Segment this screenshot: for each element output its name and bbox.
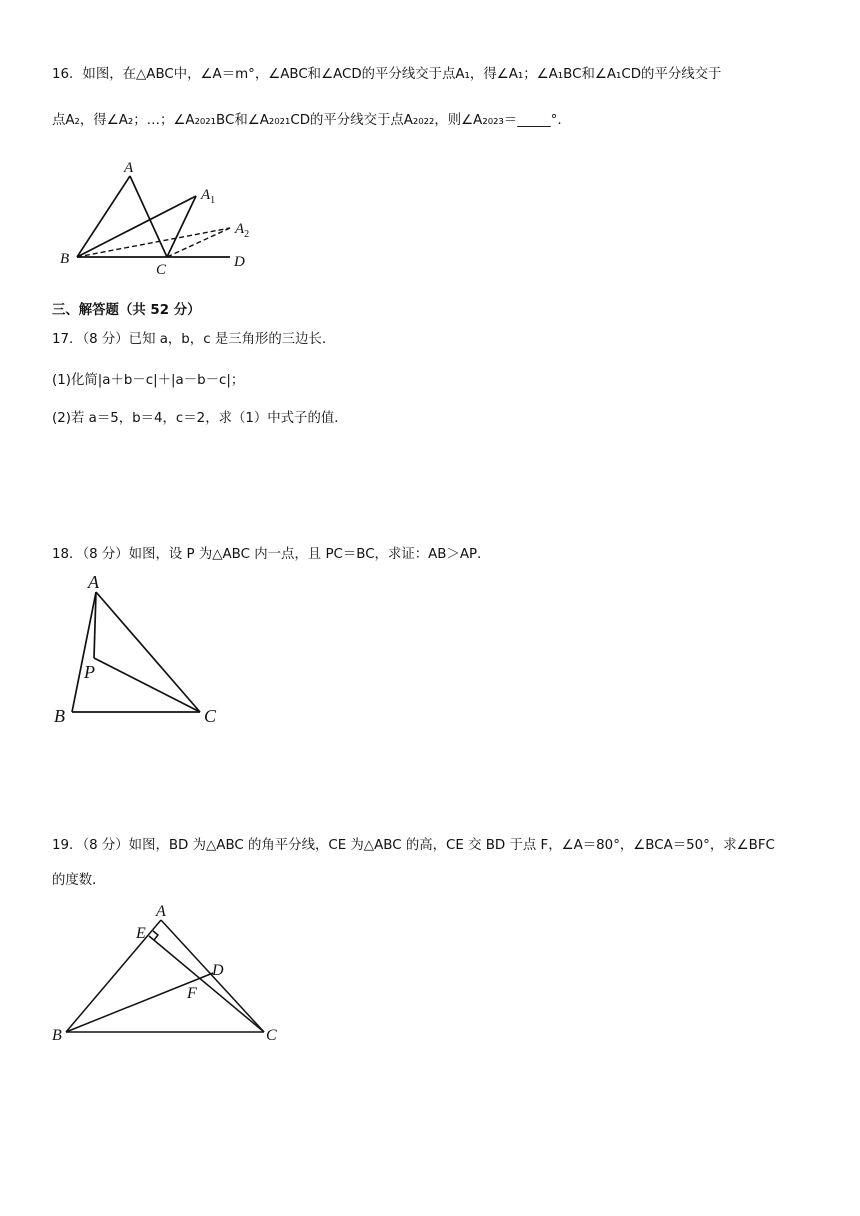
q17-text-line-3: (2)若 a＝5，b＝4，c＝2，求（1）中式子的值． xyxy=(52,411,348,426)
q19-segment-BD xyxy=(66,973,213,1032)
q18-label-A: A xyxy=(88,572,99,592)
q19-label-D: D xyxy=(212,962,224,979)
q19-label-F: F xyxy=(187,985,197,1002)
q19-right-angle-mark xyxy=(153,931,158,940)
q18-label-C: C xyxy=(204,706,217,726)
q19-segment-EC xyxy=(149,936,264,1032)
q18-text-line-1: 18．（8 分）如图，设 P 为△ABC 内一点，且 PC＝BC，求证：AB＞AP． xyxy=(52,547,491,562)
q16-segment-AC xyxy=(130,176,167,257)
q17-text-line-1: 17．（8 分）已知 a，b，c 是三角形的三边长． xyxy=(52,332,336,347)
q16-segment-A2C xyxy=(167,228,230,257)
q19-label-A: A xyxy=(156,903,166,920)
q16-text-line-2: 点A₂，得∠A₂；…；∠A₂₀₂₁BC和∠A₂₀₂₁CD的平分线交于点A₂₀₂₂，则∠A₂₀₂₃＝_____°. xyxy=(52,113,562,128)
q16-text-line-1: 16．如图，在△ABC中，∠A＝m°，∠ABC和∠ACD的平分线交于点A₁，得∠A₁；∠A₁BC和∠A₁CD的平分线交于 xyxy=(52,67,722,82)
q18-segment-PC xyxy=(94,658,200,712)
q16-segment-BA xyxy=(77,176,130,257)
q19-text-line-1: 19．（8 分）如图，BD 为△ABC 的角平分线，CE 为△ABC 的高，CE 交 BD 于点 F，∠A＝80°，∠BCA＝50°，求∠BFC xyxy=(52,838,775,853)
q18-label-B: B xyxy=(54,706,65,726)
q19-text-line-2: 的度数． xyxy=(52,873,106,888)
q19-label-E: E xyxy=(136,925,146,942)
q16-label-D: D xyxy=(234,254,245,270)
q18-segment-AC xyxy=(96,592,200,712)
q16-label-A: A xyxy=(124,160,134,176)
q17-text-line-2: (1)化简|a＋b－c|＋|a－b－c|； xyxy=(52,373,245,388)
q19-label-B: B xyxy=(52,1027,62,1044)
q19-figure xyxy=(50,900,290,1050)
q16-label-A2: $A_2$ xyxy=(235,221,250,240)
q16-segment-BA2 xyxy=(77,228,230,257)
q18-figure xyxy=(50,570,230,730)
q18-label-P: P xyxy=(84,662,95,682)
q16-label-B: B xyxy=(60,251,70,267)
q16-segment-BA1 xyxy=(77,196,196,257)
q19-label-C: C xyxy=(266,1027,277,1044)
q16-label-A1: $A_1$ xyxy=(201,187,216,206)
q18-segment-AB xyxy=(72,592,96,712)
section-heading: 三、解答题（共 52 分） xyxy=(52,303,201,318)
q16-label-C: C xyxy=(156,262,167,278)
q16-segment-A1C xyxy=(167,196,196,257)
q16-figure xyxy=(50,150,280,280)
q19-segment-BA xyxy=(66,920,161,1032)
